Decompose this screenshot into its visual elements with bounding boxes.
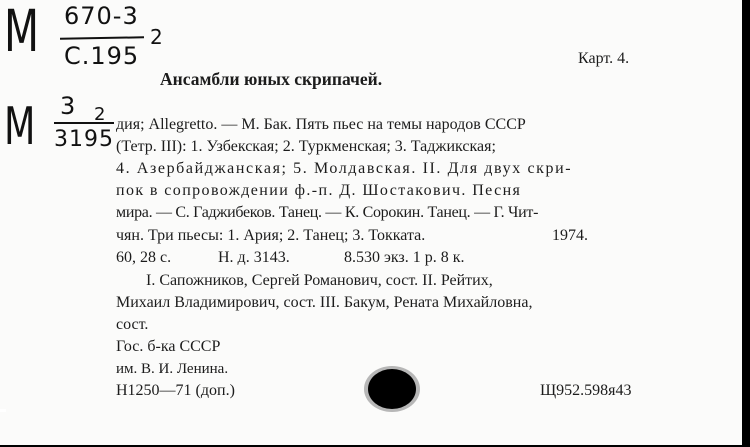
punch-hole [368,369,416,409]
edge-speck [0,409,6,412]
body-line: пок в сопровождении ф.-п. Д. Шостакович. Песня [116,182,522,199]
contributors-line: Михаил Владимирович, сост. III. Бакум, Рената Михайловна, [116,294,533,311]
order-number: Н1250—71 (доп.) [116,382,235,399]
library-name: Гос. б-ка СССР [116,338,221,355]
shelf-mark-suffix: 2 [150,25,164,49]
contributors-line: сост. [116,316,149,333]
shelf-mark-suffix: 2 [94,104,107,125]
body-line: 4. Азербайджанская; 5. Молдавская. II. Для двух скри- [116,160,573,177]
body-line: (Тетр. III): 1. Узбекская; 2. Туркменская; 3. Таджикская; [116,138,496,155]
shelf-mark-bottom: С.195 [64,42,140,70]
card-title: Ансамбли юных скрипачей. [160,69,383,89]
body-line: мира. — С. Гаджибеков. Танец. — К. Сорокин. Танец. — Г. Чит- [116,204,539,221]
card-number: Карт. 4. [578,50,630,67]
classification-code: Щ952.598я43 [540,382,632,399]
contributors-line: I. Сапожников, Сергей Романович, сост. II. Рейтих, [146,272,493,289]
shelf-mark-top: 3 [60,92,77,120]
library-name-2: им. В. И. Ленина. [116,361,229,377]
body-line: чян. Три пьесы: 1. Ария; 2. Танец; 3. Токката. [116,227,426,244]
shelf-mark-bottom: 3195 [54,127,114,152]
collation-pages: 60, 28 с. [116,249,172,266]
shelf-mark-letter: М [4,97,36,157]
collation-print-run: 8.530 экз. 1 р. 8 к. [344,249,465,266]
collation-plate: Н. д. 3143. [218,249,290,266]
scan-edge [742,0,750,447]
shelf-mark-letter: М [4,0,40,65]
publication-year: 1974. [552,227,588,244]
shelf-mark-divider [60,36,144,39]
shelf-mark-top: 670-3 [64,2,139,30]
body-line: дия; Allegretto. — М. Бак. Пять пьес на темы народов СССР [116,116,526,133]
